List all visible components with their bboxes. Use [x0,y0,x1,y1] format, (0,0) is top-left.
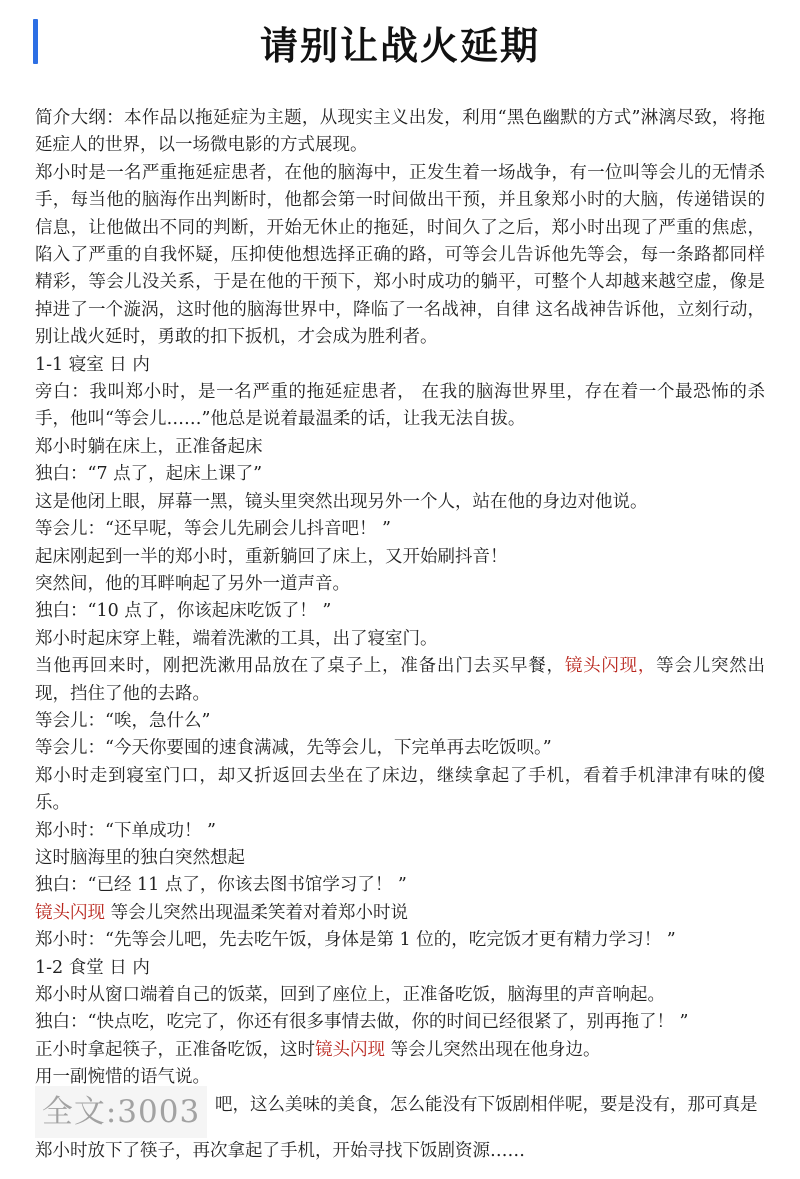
action-text: 等会儿突然出现，挡住了他的去路。 [35,656,766,704]
paragraph-synopsis: 简介大纲：本作品以拖延症为主题，从现实主义出发，利用“黑色幽默的方式”淋漓尽致，将拖延症人的世界，以一场微电影的方式展现。 [35,108,765,156]
paragraph-action: 郑小时起床穿上鞋，端着洗漱的工具，出了寝室门。 [35,628,438,649]
paragraph-action: 起床刚起到一半的郑小时，重新躺回了床上，又开始刷抖音！ [35,546,508,567]
camera-flash-highlight: 镜头闪现 [315,1039,385,1060]
paragraph-dialogue: 郑小时：“先等会儿吧，先去吃午饭，身体是第 1 位的，吃完饭才更有精力学习！ ” [35,930,676,951]
paragraph-with-watermark [35,1092,765,1130]
paragraph-action: 郑小时走到寝室门口，却又折返回去坐在了床边，继续拿起了手机，看着手机津津有味的傻乐。 [35,765,765,814]
paragraph-action: 这是他闭上眼，屏幕一黑，镜头里突然出现另外一个人，站在他的身边对他说。 [35,491,648,512]
action-text: 当他再回来时，刚把洗漱用品放在了桌子上，准备出门去买早餐， [35,656,565,677]
paragraph-dialogue: 等会儿：“今天你要囤的速食满减，先等会儿，下完单再去吃饭呗。” [35,738,552,759]
action-text: 等会儿突然出现在他身边。 [385,1039,601,1060]
action-text: 正小时拿起筷子，正准备吃饭，这时 [35,1039,315,1060]
paragraph-action: 郑小时躺在床上，正准备起床 [35,436,263,457]
paragraph-dialogue: 郑小时：“下单成功！ ” [35,820,216,841]
camera-flash-highlight: 镜头闪现， [564,656,657,677]
paragraph-narration: 旁白：我叫郑小时，是一名严重的拖延症患者， 在我的脑海世界里，存在着一个最恐怖的杀手，他叫“等会儿……”他总是说着最温柔的话，让我无法自拔。 [35,382,765,430]
paragraph-background: 郑小时是一名严重拖延症患者，在他的脑海中，正发生着一场战争，有一位叫等会儿的无情杀手，每当他的脑海作出判断时，他都会第一时间做出干预，并且象郑小时的大脑，传递错误的信息，让他做出不同的判断，开始无休止的拖延，时间久了之后，郑小时出现了严重的焦虑，陷入了严重的自我怀疑，压抑使他想选择正确的路，可等会儿告诉他先等会，每一条路都同样精彩，等会儿没关系，于是在他的干预下，郑小时成功的躺平，可整个人却越来越空虚，像是掉进了一个漩涡，这时他的脑海世界中，降临了一名战神，自律 这名战神告诉他，立刻行动，别让战火延时，勇敢的扣下扳机，才会成为胜利者。 [35,162,765,348]
document-body [0,105,800,1165]
paragraph-action: 突然间，他的耳畔响起了另外一道声音。 [35,573,350,594]
action-text: 等会儿突然出现温柔笑着对着郑小时说 [105,902,409,923]
paragraph-monologue: 独白：“10 点了，你该起床吃饭了！ ” [35,601,332,622]
scene-heading-1-2: 1-2 食堂 日 内 [35,957,150,978]
paragraph-closing: 郑小时放下了筷子，再次拿起了手机，开始寻找下饭剧资源…… [35,1140,525,1161]
paragraph-action: 用一副惋惜的语气说。 [35,1067,210,1088]
paragraph-action: 郑小时从窗口端着自己的饭菜，回到了座位上，正准备吃饭，脑海里的声音响起。 [35,985,665,1005]
word-count-watermark: 全文:3003 [35,1086,207,1138]
dialogue-text: 吧，这么美味的美食，怎么能没有下饭剧相伴呢，要是没有，那可真是 [215,1094,758,1115]
title-accent-bar [33,19,38,64]
paragraph-action-with-highlight [35,1037,765,1064]
camera-flash-highlight: 镜头闪现 [35,902,105,923]
scene-heading-1-1: 1-1 寝室 日 内 [35,354,150,375]
paragraph-dialogue: 等会儿：“唉，急什么” [35,710,211,731]
paragraph-dialogue: 等会儿：“还早呢，等会儿先刷会儿抖音吧！ ” [35,519,391,540]
paragraph-monologue: 独白：“已经 11 点了，你该去图书馆学习了！ ” [35,875,407,896]
paragraph-action-with-highlight [35,900,765,927]
paragraph-action-with-highlight [35,653,765,708]
paragraph-monologue: 独白：“7 点了，起床上课了” [35,464,263,485]
paragraph-action: 这时脑海里的独白突然想起 [35,847,245,868]
paragraph-monologue: 独白：“快点吃，吃完了，你还有很多事情去做，你的时间已经很紧了，别再拖了！ ” [35,1012,689,1033]
page-title: 请别让战火延期 [259,23,540,68]
